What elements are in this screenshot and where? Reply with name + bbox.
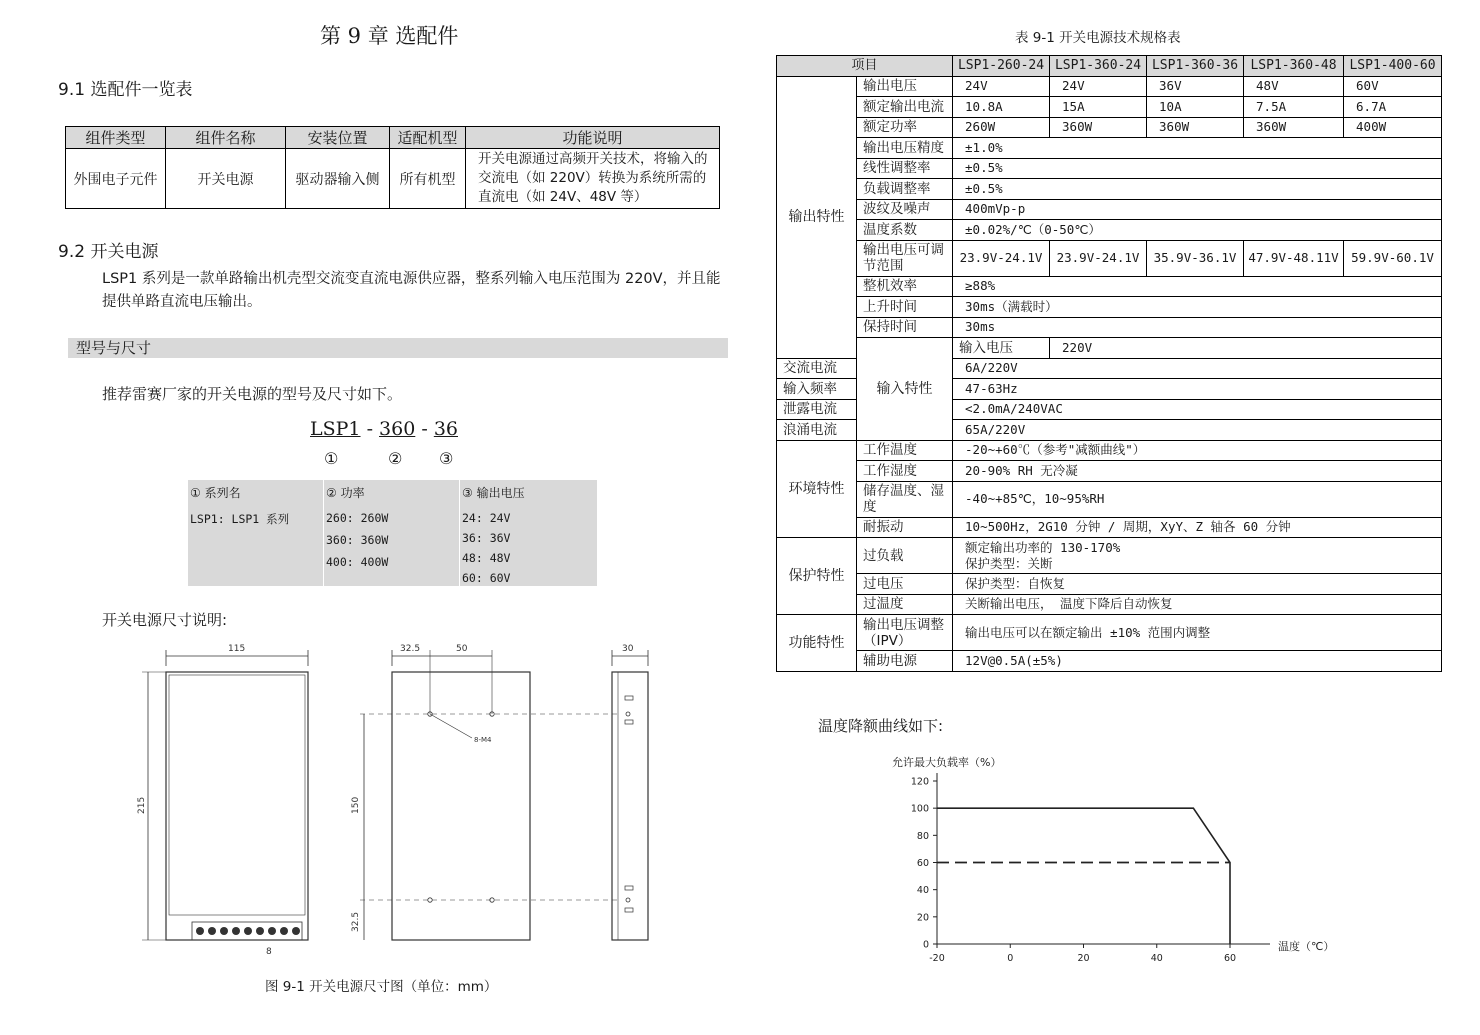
spec-value: 6A/220V	[953, 358, 1442, 379]
spec-value: 59.9V-60.1V	[1344, 240, 1442, 276]
spec-value: 60V	[1344, 76, 1442, 97]
chart-y-tick-label: 20	[916, 912, 929, 924]
category-input: 输入特性	[857, 338, 953, 441]
spec-item: 输出电压可调节范围	[857, 240, 953, 276]
model-dash: -	[421, 418, 428, 440]
spec-value: ±0.5%	[953, 179, 1442, 200]
legend-column-voltage	[459, 480, 597, 586]
spec-header-model: LSP1-260-24	[953, 56, 1050, 77]
spec-value: 47.9V-48.11V	[1244, 240, 1344, 276]
table-cell-function: 开关电源通过高频开关技术，将输入的交流电（如 220V）转换为系统所需的直流电（如 24V、48V 等）	[466, 149, 720, 209]
circled-number-3: ③	[439, 449, 454, 468]
spec-header-model: LSP1-400-60	[1344, 56, 1442, 77]
category-function: 功能特性	[777, 615, 857, 672]
spec-item: 波纹及噪声	[857, 199, 953, 220]
chart-x-tick-label: 20	[1077, 953, 1090, 964]
spec-item: 工作湿度	[857, 461, 953, 482]
table-header-row	[66, 127, 720, 149]
spec-item: 额定功率	[857, 117, 953, 138]
spec-item: 泄露电流	[777, 399, 857, 420]
spec-item: 保持时间	[857, 317, 953, 338]
circled-number-2: ②	[388, 449, 403, 468]
table-row	[777, 594, 1442, 615]
intro-paragraph: LSP1 系列是一款单路输出机壳型交流变直流电源供应器，整系列输入电压范围为 220V，并且能提供单路直流电压输出。	[102, 271, 721, 310]
spec-value: 400W	[1344, 117, 1442, 138]
table-row	[66, 149, 720, 209]
spec-value: 220V	[1050, 338, 1442, 359]
dim-hole-bottom: 32.5	[351, 911, 361, 932]
spec-value-multiline	[953, 538, 1442, 574]
dim-width: 115	[228, 644, 246, 654]
table-header: 功能说明	[466, 127, 720, 149]
derating-caption: 温度降额曲线如下:	[818, 717, 944, 735]
spec-header-model: LSP1-360-48	[1244, 56, 1344, 77]
spec-table	[776, 55, 1442, 672]
chart-y-tick-label: 0	[922, 939, 929, 951]
chart-y-tick-label: 120	[910, 776, 929, 788]
spec-value: 360W	[1147, 117, 1244, 138]
circled-number-1: ①	[324, 449, 339, 468]
spec-value: 360W	[1244, 117, 1344, 138]
table-cell: 外围电子元件	[66, 149, 166, 209]
spec-table-caption: 表 9-1 开关电源技术规格表	[1015, 30, 1181, 46]
chapter-title: 第 9 章 选配件	[320, 24, 459, 48]
spec-item: 整机效率	[857, 276, 953, 297]
table-row	[777, 138, 1442, 159]
dim-terminal-pitch: 8	[266, 947, 272, 956]
table-row	[777, 538, 1442, 574]
legend-heading: ② 功率	[326, 486, 365, 500]
spec-item: 温度系数	[857, 220, 953, 241]
chart-y-tick-label: 100	[910, 803, 929, 815]
spec-value: 24V	[1050, 76, 1147, 97]
dim-depth: 30	[622, 644, 634, 654]
spec-value: 24V	[953, 76, 1050, 97]
subsection-bar: 型号与尺寸	[68, 338, 728, 358]
table-row	[777, 481, 1442, 517]
spec-item: 浪涌电流	[777, 420, 857, 441]
chart-x-tick-label: -20	[929, 953, 945, 964]
table-header: 适配机型	[390, 127, 466, 149]
legend-line: 400: 400W	[326, 555, 389, 569]
spec-value: 65A/220V	[953, 420, 1442, 441]
spec-item: 耐振动	[857, 517, 953, 538]
table-row	[777, 220, 1442, 241]
table-row	[777, 117, 1442, 138]
spec-item: 过电压	[857, 574, 953, 595]
legend-line: 36: 36V	[462, 531, 511, 545]
spec-value: 23.9V-24.1V	[953, 240, 1050, 276]
spec-item: 负载调整率	[857, 179, 953, 200]
derating-chart	[880, 750, 1340, 975]
spec-value: 10A	[1147, 97, 1244, 118]
table-row	[777, 338, 1442, 359]
spec-item: 输入电压	[953, 338, 1050, 359]
table-header: 组件名称	[166, 127, 286, 149]
spec-value: -20~+60℃（参考"减额曲线"）	[953, 440, 1442, 461]
spec-value: 12V@0.5A(±5%)	[953, 651, 1442, 672]
spec-item: 输入频率	[777, 379, 857, 400]
table-row	[777, 517, 1442, 538]
spec-value: 48V	[1244, 76, 1344, 97]
table-row	[777, 199, 1442, 220]
model-voltage: 36	[433, 418, 458, 440]
accessory-table	[65, 126, 720, 209]
spec-item: 额定输出电流	[857, 97, 953, 118]
table-cell: 开关电源	[166, 149, 286, 209]
spec-value: 400mVp-p	[953, 199, 1442, 220]
spec-value-line: 额定输出功率的 130-170%	[965, 539, 1121, 555]
spec-value: -40~+85℃，10~95%RH	[953, 481, 1442, 517]
spec-value: 保护类型：自恢复	[953, 574, 1442, 595]
category-environment: 环境特性	[777, 440, 857, 538]
chart-y-axis-label: 允许最大负载率（%）	[892, 756, 1002, 769]
spec-value: 260W	[953, 117, 1050, 138]
side-view	[351, 644, 620, 940]
chart-line-derating	[937, 808, 1230, 944]
spec-header-row	[777, 56, 1442, 77]
model-series: LSP1	[310, 418, 361, 440]
chart-y-tick-label: 40	[916, 885, 929, 897]
model-legend	[188, 480, 597, 586]
legend-line: 360: 360W	[326, 533, 389, 547]
spec-value: 10~500Hz，2G10 分钟 / 周期，XyY、Z 轴各 60 分钟	[953, 517, 1442, 538]
spec-header-model: LSP1-360-24	[1050, 56, 1147, 77]
spec-item: 上升时间	[857, 297, 953, 318]
spec-value: ±0.02%/℃（0-50℃）	[953, 220, 1442, 241]
spec-value: 6.7A	[1344, 97, 1442, 118]
dimension-title: 开关电源尺寸说明:	[102, 611, 228, 629]
table-row	[777, 297, 1442, 318]
table-row	[777, 461, 1442, 482]
spec-item: 工作温度	[857, 440, 953, 461]
table-row	[777, 76, 1442, 97]
spec-item: 过温度	[857, 594, 953, 615]
spec-item: 输出电压	[857, 76, 953, 97]
table-row	[777, 97, 1442, 118]
legend-column-power	[323, 480, 458, 586]
dim-hole-spacing: 50	[456, 644, 468, 654]
table-row	[777, 615, 1442, 651]
table-row	[777, 317, 1442, 338]
table-row	[777, 240, 1442, 276]
legend-line: LSP1: LSP1 系列	[190, 512, 290, 526]
spec-value: ±1.0%	[953, 138, 1442, 159]
table-row	[777, 651, 1442, 672]
spec-value: 36V	[1147, 76, 1244, 97]
model-dash: -	[366, 418, 373, 440]
spec-value: 10.8A	[953, 97, 1050, 118]
chart-x-axis-label: 温度（℃）	[1278, 940, 1335, 953]
spec-item: 过负载	[857, 538, 953, 574]
chart-y-tick-label: 60	[916, 858, 929, 869]
spec-value: 30ms（满载时）	[953, 297, 1442, 318]
spec-item: 辅助电源	[857, 651, 953, 672]
legend-line: 260: 260W	[326, 511, 389, 525]
legend-heading: ① 系列名	[190, 486, 241, 500]
spec-value: 35.9V-36.1V	[1147, 240, 1244, 276]
legend-heading: ③ 输出电压	[462, 486, 525, 500]
spec-value: 360W	[1050, 117, 1147, 138]
legend-column-series	[188, 480, 322, 586]
spec-value: 15A	[1050, 97, 1147, 118]
spec-item: 输出电压调整（IPV）	[857, 615, 953, 651]
spec-value: 47-63Hz	[953, 379, 1442, 400]
hole-callout: 8-M4	[474, 736, 492, 744]
dim-hole-offset: 32.5	[400, 644, 421, 654]
front-view	[137, 644, 308, 956]
table-header: 安装位置	[286, 127, 390, 149]
figure-caption: 图 9-1 开关电源尺寸图（单位：mm）	[265, 979, 498, 995]
section-heading-accessories: 9.1 选配件一览表	[58, 80, 193, 100]
category-protection: 保护特性	[777, 538, 857, 615]
table-cell: 所有机型	[390, 149, 466, 209]
table-row	[777, 440, 1442, 461]
dimension-drawing	[120, 636, 660, 956]
spec-value: 关断输出电压， 温度下降后自动恢复	[953, 594, 1442, 615]
spec-header-model: LSP1-360-36	[1147, 56, 1244, 77]
legend-line: 60: 60V	[462, 571, 511, 585]
chart-x-tick-label: 40	[1150, 953, 1163, 964]
end-view	[612, 644, 648, 940]
spec-value: 23.9V-24.1V	[1050, 240, 1147, 276]
table-row	[777, 158, 1442, 179]
spec-header-item: 项目	[777, 56, 953, 77]
table-row	[777, 179, 1442, 200]
chart-x-tick-label: 60	[1223, 953, 1237, 964]
spec-value: <2.0mA/240VAC	[953, 399, 1442, 420]
table-cell: 驱动器输入侧	[286, 149, 390, 209]
spec-value: 输出电压可以在额定输出 ±10% 范围内调整	[953, 615, 1442, 651]
dim-hole-vertical: 150	[351, 796, 361, 814]
spec-value: ≥88%	[953, 276, 1442, 297]
spec-value: ±0.5%	[953, 158, 1442, 179]
model-intro-text: 推荐雷赛厂家的开关电源的型号及尺寸如下。	[102, 385, 403, 403]
category-output: 输出特性	[777, 76, 857, 358]
spec-item: 输出电压精度	[857, 138, 953, 159]
spec-item: 交流电流	[777, 358, 857, 379]
legend-line: 24: 24V	[462, 511, 511, 525]
chart-x-tick-label: 0	[1007, 953, 1014, 964]
spec-value-line: 保护类型：关断	[965, 555, 1053, 571]
table-row	[777, 276, 1442, 297]
chart-y-tick-label: 80	[916, 830, 929, 842]
spec-value: 7.5A	[1244, 97, 1344, 118]
legend-line: 48: 48V	[462, 551, 511, 565]
model-power: 360	[379, 418, 416, 440]
table-row	[777, 574, 1442, 595]
spec-item: 线性调整率	[857, 158, 953, 179]
spec-value: 30ms	[953, 317, 1442, 338]
spec-value: 20-90% RH 无冷凝	[953, 461, 1442, 482]
spec-item: 储存温度、湿度	[857, 481, 953, 517]
model-code	[310, 418, 458, 440]
dim-height: 215	[137, 796, 147, 814]
table-header: 组件类型	[66, 127, 166, 149]
section-heading-power-supply: 9.2 开关电源	[58, 242, 159, 262]
